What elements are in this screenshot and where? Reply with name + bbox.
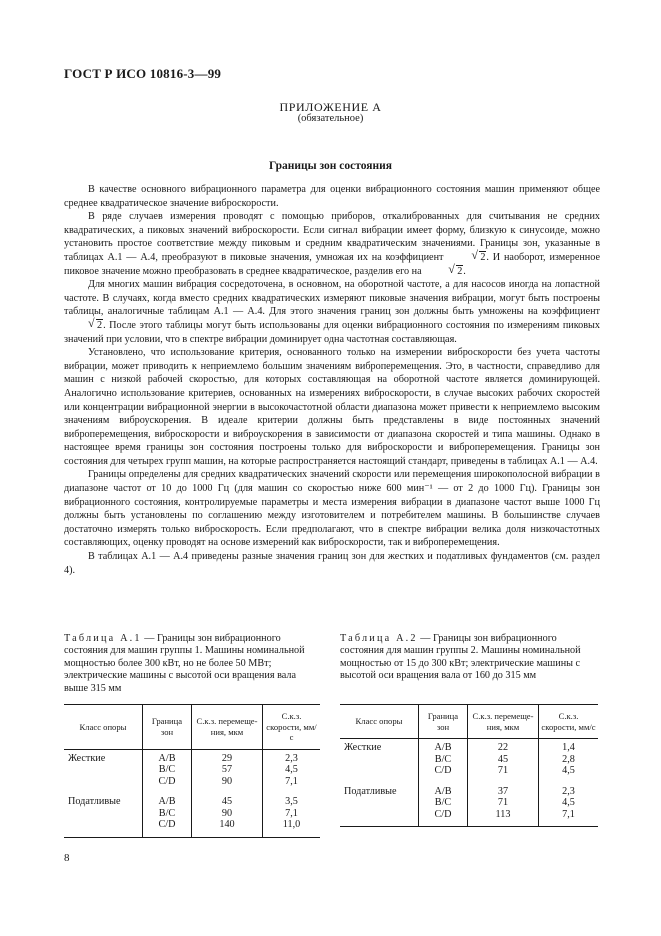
zone-value: A/B	[434, 742, 452, 753]
paragraph-2-part-a: В ряде случаев измерения проводят с помощью приборов, откалиброванных для считывания не средних квадратических, а пиковых значений виброскорости. Если сигнал вибрации имеет форму, близкую к синусоиде, можно установить простое соответствие между пиковым и средним квадратическим значениями. Границы зон, указанные в таблицах А.1 — А.4, преобразуют в пиковые значения, умножая их на коэффициент	[64, 211, 600, 263]
paragraph-2	[64, 210, 600, 278]
paragraph-1: В качестве основного вибрационного параметра для оценки вибрационного состояния машин применяют общее среднее квадратическое значение виброскорости.	[64, 184, 600, 209]
table-a2-caption	[340, 633, 596, 683]
velocity-value: 1,4	[562, 742, 575, 753]
table-row	[340, 739, 598, 783]
table-header-row	[64, 705, 320, 750]
sqrt-argument: 2	[480, 251, 486, 263]
paragraph-4: Установлено, что использование критерия, основанного только на измерении виброскорости без учета частоты вибрации, может приводить к неприемлемо большим значениям виброперемещения. Это, в частности, справедливо для машин с низкой рабочей скоростью, для которых составляющая на оборотной частоте является доминирующей. Аналогично использование критериев, основанных на измерениях виброскорости, в случае высоких рабочих скоростей или концентрации вибрационной энергии в высокочастотной области диапазона может привести к неприемлемо высоким значениям виброускорения. В идеале критерии должны быть представлены в виде постоянных значений виброперемещения, виброскорости и виброускорения в зависимости от диапазона скоростей и типа машины. Однако в настоящее время границы зон состояния построены только для виброскорости и виброперемещения. Границы зон состояния для четырех групп машин, на которые распространяется настоящий стандарт, приведены в таблицах А.1 — А.4.	[64, 347, 600, 467]
displacement-value: 140	[219, 819, 235, 830]
displacement-value: 45	[221, 796, 233, 807]
support-class-cell: Податливые	[340, 783, 419, 827]
standard-designation: ГОСТ Р ИСО 10816-3—99	[64, 66, 222, 81]
zone-cell	[143, 749, 192, 793]
velocity-value: 7,1	[285, 807, 298, 819]
displacement-value: 22	[497, 742, 509, 753]
section-title: Границы зон состояния	[269, 160, 392, 172]
support-class-cell: Жесткие	[68, 752, 106, 764]
table-row	[340, 783, 598, 827]
displacement-value: 57	[221, 764, 233, 775]
table-row	[64, 749, 320, 793]
paragraph-3-part-b: . После этого таблицы могут быть использованы для оценки вибрационного состояния по измерениям пиковых значений при условии, что в спектре вибрации доминирует одна частотная составляющая.	[64, 319, 600, 345]
support-class-cell: Жесткие	[344, 742, 382, 753]
appendix-status: (обязательное)	[297, 113, 364, 124]
zone-value: B/C	[434, 753, 452, 765]
displacement-value: 71	[497, 797, 509, 808]
zone-cell	[419, 783, 468, 827]
support-class-cell: Податливые	[64, 793, 143, 837]
displacement-cell	[468, 783, 539, 827]
appendix-title: ПРИЛОЖЕНИЕ А	[279, 100, 382, 114]
paragraph-3	[64, 278, 600, 346]
velocity-value: 7,1	[285, 775, 298, 787]
velocity-value: 2,3	[562, 785, 575, 797]
paragraph-3-part-a: Для многих машин вибрация сосредоточена, в основном, на оборотной частоте, а для насосов иногда на лопастной частоте. В случаях, когда вместо средних квадратических измеряют пиковые значения вибрации, могут быть построены таблицы, аналогичные таблицам А.1 — А.4. Для этого значения границ зон должны быть умножены на коэффициент	[64, 279, 600, 318]
table-header-row	[340, 705, 598, 739]
column-header-support-class: Класс опоры	[340, 705, 419, 739]
displacement-value: 37	[497, 785, 509, 797]
displacement-value: 90	[221, 775, 233, 787]
displacement-value: 113	[495, 808, 511, 820]
velocity-value: 11,0	[282, 819, 301, 830]
zone-value: B/C	[158, 764, 176, 775]
zone-value: C/D	[434, 808, 452, 820]
zone-value: A/B	[158, 796, 176, 807]
table-caption-text: — Границы зон вибрационного состояния для машин группы 1. Машины номинальной мощностью более 300 кВт, но не более 50 МВт; электрические машины с высотой оси вращения вала выше 315 мм	[64, 633, 305, 694]
table-a2	[340, 704, 598, 827]
zone-cell	[143, 793, 192, 837]
displacement-value: 71	[497, 765, 509, 776]
zone-cell	[419, 739, 468, 783]
column-header-zone-boundary: Граница зон	[143, 705, 192, 750]
body-text	[64, 183, 600, 577]
displacement-value: 29	[221, 752, 233, 764]
sqrt-2-formula	[64, 319, 103, 333]
velocity-value: 2,8	[562, 753, 575, 765]
column-header-zone-boundary: Граница зон	[419, 705, 468, 739]
paragraph-6: В таблицах А.1 — А.4 приведены разные значения границ зон для жестких и податливых фундаментов (см. раздел 4).	[64, 551, 600, 576]
velocity-value: 2,3	[285, 752, 298, 764]
velocity-value: 4,5	[562, 765, 575, 776]
column-header-support-class: Класс опоры	[64, 705, 143, 750]
velocity-value: 7,1	[562, 808, 575, 820]
displacement-cell	[192, 749, 263, 793]
velocity-value: 3,5	[285, 796, 298, 807]
zone-value: C/D	[434, 765, 452, 776]
sqrt-2-formula	[424, 265, 463, 279]
velocity-cell	[539, 739, 599, 783]
velocity-cell	[263, 793, 321, 837]
zone-value: B/C	[434, 797, 452, 808]
zone-value: A/B	[158, 752, 176, 764]
velocity-cell	[263, 749, 321, 793]
table-a1-caption	[64, 633, 320, 695]
velocity-cell	[539, 783, 599, 827]
table-label: Таблица А.1	[64, 633, 142, 644]
displacement-cell	[468, 739, 539, 783]
column-header-velocity: С.к.з. скорости, мм/с	[263, 705, 321, 750]
displacement-cell	[192, 793, 263, 837]
zone-value: C/D	[158, 775, 176, 787]
column-header-displacement: С.к.з. перемеще-ния, мкм	[468, 705, 539, 739]
paragraph-2-part-c: .	[463, 265, 466, 277]
page-number: 8	[64, 852, 70, 864]
table-caption-text: — Границы зон вибрационного состояния для машин группы 2. Машины номинальной мощностью от 15 до 300 кВт; электрические машины с высотой оси вращения вала от 160 до 315 мм	[340, 633, 581, 682]
velocity-value: 4,5	[562, 797, 575, 808]
column-header-velocity: С.к.з. скорости, мм/с	[539, 705, 599, 739]
velocity-value: 4,5	[285, 764, 298, 775]
displacement-value: 90	[221, 807, 233, 819]
column-header-displacement: С.к.з. перемеще-ния, мкм	[192, 705, 263, 750]
paragraph-2-part-b: . И наоборот, измеренное пиковое значение можно преобразовать в среднее квадратическое, разделив его на	[64, 251, 601, 277]
table-label: Таблица А.2	[340, 633, 418, 644]
paragraph-5: Границы определены для средних квадратических значений скорости или перемещения широкополосной вибрации в диапазоне частот от 10 до 1000 Гц (для машин со скоростью ниже 600 мин⁻¹ — от 2 до 1000 Гц). Границы зон вибрационного состояния, контролируемые параметры и места измерения вибрации в диапазоне частот выше 1000 Гц должны быть установлены по соглашению между изготовителем и потребителем машины. В большинстве случаев достаточно измерять только виброскорость. Если предполагают, что в спектре вибрации велика доля низкочастотных составляющих, оценку проводят на основе измерений как виброскорости, так и виброперемещения.	[64, 469, 600, 549]
zone-value: A/B	[434, 785, 452, 797]
zone-value: B/C	[158, 807, 176, 819]
table-row	[64, 793, 320, 837]
displacement-value: 45	[497, 753, 509, 765]
sqrt-argument: 2	[97, 319, 103, 331]
sqrt-argument: 2	[457, 265, 463, 277]
table-a1	[64, 704, 320, 838]
zone-value: C/D	[158, 819, 176, 830]
